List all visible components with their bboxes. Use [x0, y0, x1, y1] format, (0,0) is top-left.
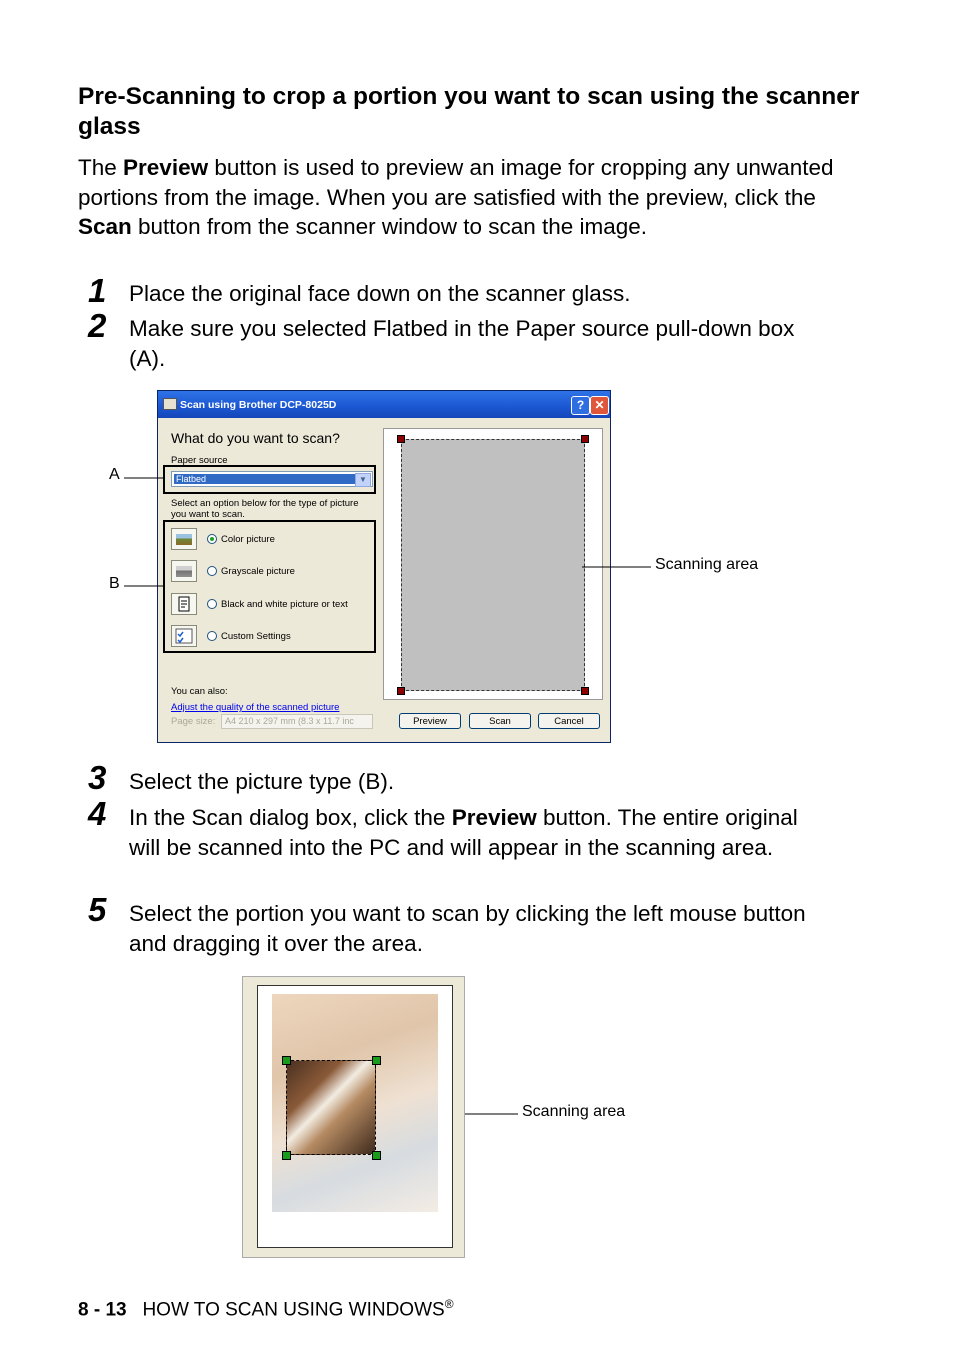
intro-bold-preview: Preview: [123, 155, 209, 180]
intro-bold-scan: Scan: [78, 214, 132, 240]
chapter-title: HOW TO SCAN USING WINDOWS: [142, 1299, 445, 1321]
option-label: Color picture: [221, 534, 275, 545]
help-button[interactable]: ?: [571, 396, 590, 415]
adjust-quality-link[interactable]: Adjust the quality of the scanned picture: [171, 702, 340, 713]
step-4-text-post: button. The entire original will be scanned into the PC and will appear in the scanning area.: [129, 805, 798, 860]
step-text-2: Make sure you selected Flatbed in the Paper source pull-down box (A).: [129, 316, 795, 371]
chevron-down-icon[interactable]: ▼: [355, 473, 371, 487]
page-size-label: Page size:: [171, 716, 216, 727]
page-heading: Pre-Scanning to crop a portion you want to scan using the scanner glass: [78, 83, 860, 140]
paper-source-label: Paper source: [171, 455, 228, 466]
crop-selection[interactable]: [286, 1060, 376, 1155]
option-label: Custom Settings: [221, 631, 291, 642]
preview-pane: [257, 985, 453, 1248]
step-text-1: Place the original face down on the scanner glass.: [129, 281, 631, 306]
page-footer: [78, 1297, 454, 1321]
preview-button[interactable]: Preview: [399, 713, 461, 729]
crop-handle-top-right[interactable]: [372, 1056, 381, 1065]
select-hint: Select an option below for the type of picture you want to scan.: [171, 498, 359, 520]
cancel-button[interactable]: Cancel: [538, 713, 600, 729]
step-number-1: 1: [88, 272, 107, 309]
crop-handle-bottom-right[interactable]: [372, 1151, 381, 1160]
also-label: You can also:: [171, 686, 228, 697]
scan-question: What do you want to scan?: [171, 430, 340, 446]
step-4-bold-preview: Preview: [451, 805, 537, 830]
option-label: Black and white picture or text: [221, 599, 348, 610]
scan-button[interactable]: Scan: [469, 713, 531, 729]
dialog-title: Scan using Brother DCP-8025D: [180, 399, 337, 411]
step-text-3: Select the picture type (B).: [129, 769, 395, 794]
step-text-4: [129, 803, 829, 862]
crop-handle-top-left[interactable]: [282, 1056, 291, 1065]
registered-mark: ®: [444, 1297, 454, 1311]
option-label: Grayscale picture: [221, 566, 295, 577]
figure2-label-scanning-area: Scanning area: [522, 1103, 626, 1120]
callout-label-a: A: [109, 466, 120, 483]
page-size-select: A4 210 x 297 mm (8.3 x 11.7 inc: [221, 714, 373, 729]
step-number-2: 2: [88, 307, 107, 344]
crop-preview-figure: [242, 976, 465, 1258]
paper-source-value: Flatbed: [174, 474, 358, 484]
step-number-5: 5: [88, 891, 107, 928]
step-number-4: 4: [88, 795, 107, 832]
intro-text-3: button from the scanner window to scan the image.: [131, 214, 648, 240]
intro-text-2: button is used to preview an image for cropping any unwanted portions from the image. When you are satisfied with the preview, click the: [78, 155, 834, 210]
callout-label-b: B: [109, 575, 120, 592]
page-number: 8 - 13: [78, 1299, 127, 1321]
step-4-text-pre: In the Scan dialog box, click the: [129, 805, 452, 830]
close-button[interactable]: ✕: [590, 396, 609, 415]
callout-label-scanning-area: Scanning area: [655, 556, 759, 573]
step-number-3: 3: [88, 759, 107, 796]
step-text-5: Select the portion you want to scan by clicking the left mouse button and dragging it over the area.: [129, 901, 806, 956]
intro-text-1: The: [78, 155, 124, 180]
crop-handle-bottom-left[interactable]: [282, 1151, 291, 1160]
